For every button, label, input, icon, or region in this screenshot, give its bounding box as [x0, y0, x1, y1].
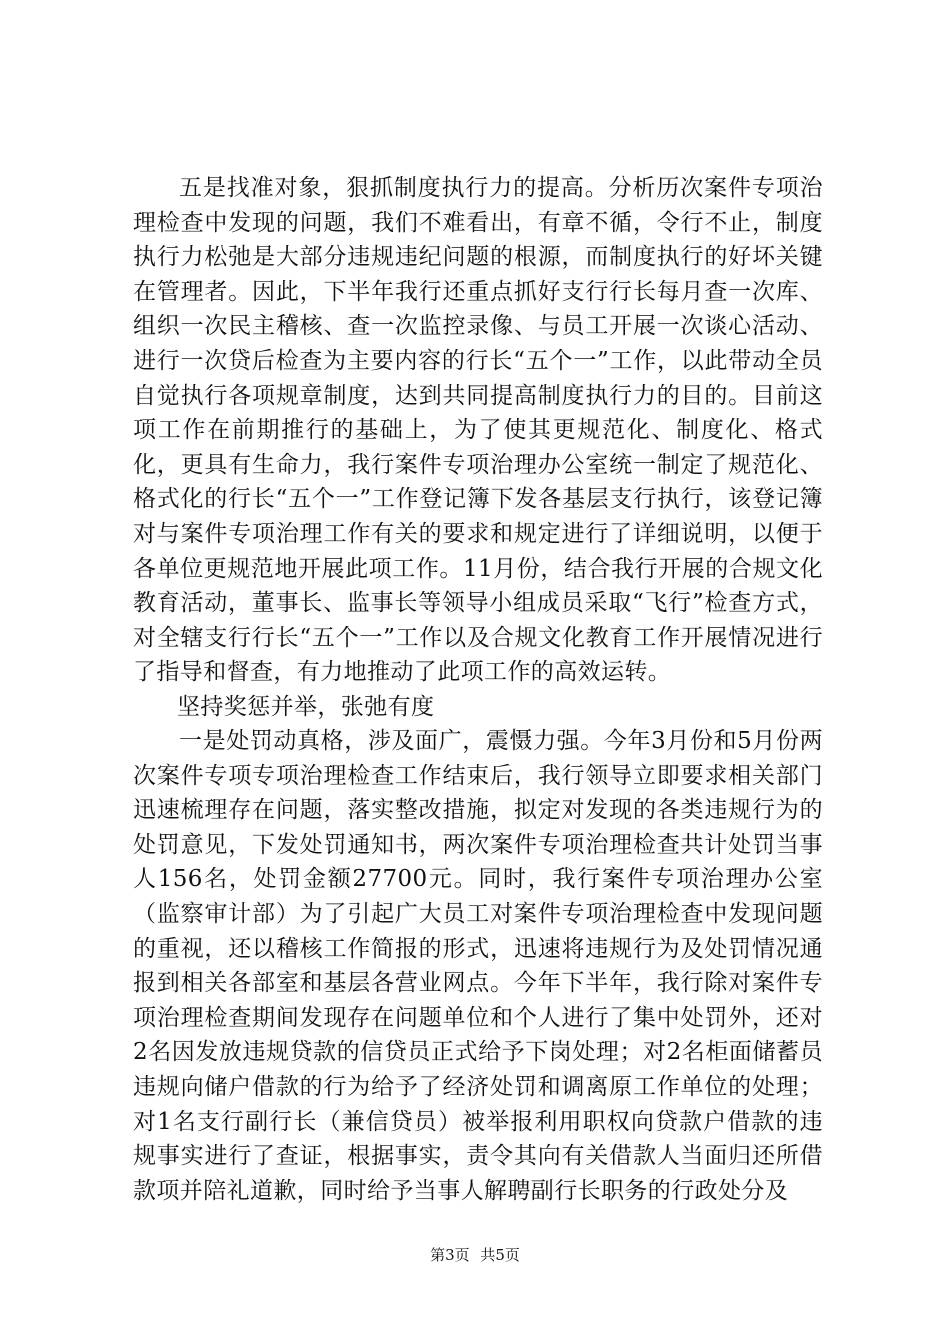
page-footer [0, 1245, 950, 1265]
page-number-total: 共5页 [480, 1246, 520, 1264]
page-number-current: 第3页 [430, 1246, 470, 1264]
body-paragraph-1: 五是找准对象，狠抓制度执行力的提高。分析历次案件专项治理检查中发现的问题，我们不难看出，有章不循，令行不止，制度执行力松弛是大部分违规违纪问题的根源，而制度执行的好坏关键在管理者。因此，下半年我行还重点抓好支行行长每月查一次库、组织一次民主稽核、查一次监控录像、与员工开展一次谈心活动、进行一次贷后检查为主要内容的行长“五个一”工作，以此带动全员自觉执行各项规章制度，达到共同提高制度执行力的目的。目前这项工作在前期推行的基础上，为了使其更规范化、制度化、格式化，更具有生命力，我行案件专项治理办公室统一制定了规范化、格式化的行长“五个一”工作登记簿下发各基层支行执行，该登记簿对与案件专项治理工作有关的要求和规定进行了详细说明，以便于各单位更规范地开展此项工作。11月份，结合我行开展的合规文化教育活动，董事长、监事长等领导小组成员采取“飞行”检查方式，对全辖支行行长“五个一”工作以及合规文化教育工作开展情况进行了指导和督查，有力地推动了此项工作的高效运转。 [133, 175, 823, 686]
body-paragraph-2: 一是处罚动真格，涉及面广，震慑力强。今年3月份和5月份两次案件专项专项治理检查工作结束后，我行领导立即要求相关部门迅速梳理存在问题，落实整改措施，拟定对发现的各类违规行为的处罚意见，下发处罚通知书，两次案件专项治理检查共计处罚当事人156名，处罚金额27700元。同时，我行案件专项治理办公室（监察审计部）为了引起广大员工对案件专项治理检查中发现问题的重视，还以稽核工作简报的形式，迅速将违规行为及处罚情况通报到相关各部室和基层各营业网点。今年下半年，我行除对案件专项治理检查期间发现存在问题单位和个人进行了集中处罚外，还对2名因发放违规贷款的信贷员正式给予下岗处理；对2名柜面储蓄员违规向储户借款的行为给予了经济处罚和调离原工作单位的处理；对1名支行副行长（兼信贷员）被举报利用职权向贷款户借款的违规事实进行了查证，根据事实，责令其向有关借款人当面归还所借款项并陪礼道歉，同时给予当事人解聘副行长职务的行政处分及 [133, 728, 823, 1204]
section-heading: 坚持奖惩并举，张弛有度 [177, 694, 435, 720]
